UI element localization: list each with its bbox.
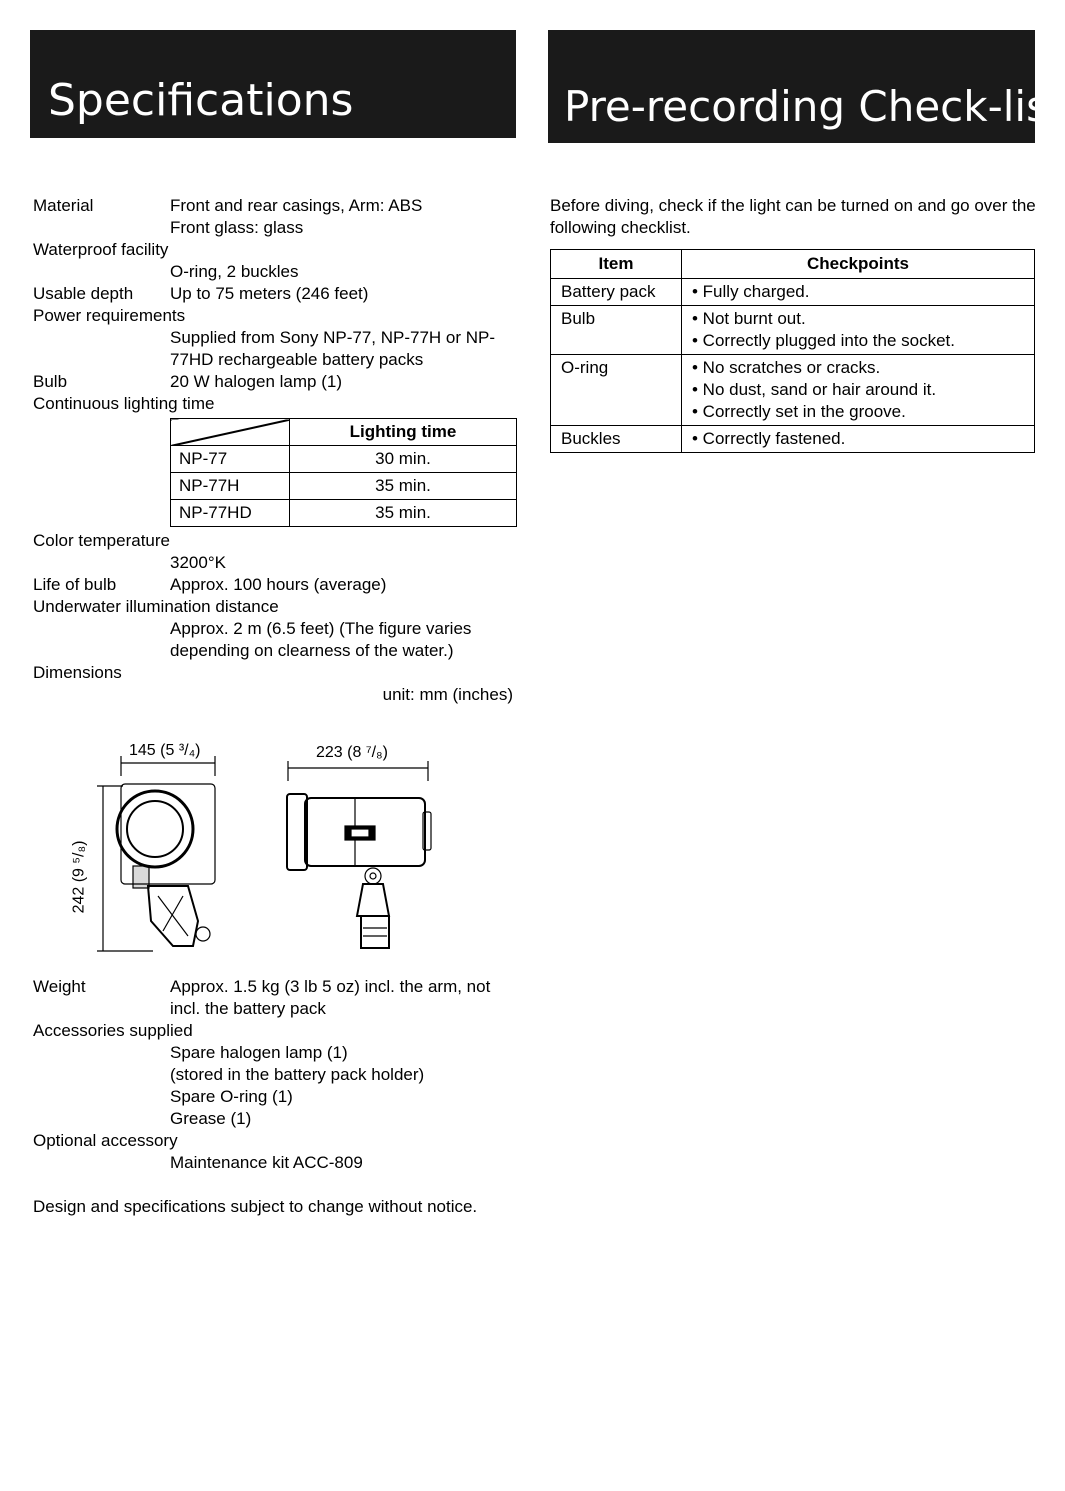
spec-material bbox=[33, 195, 523, 239]
specifications-banner bbox=[30, 30, 516, 138]
checkpoints-cell bbox=[682, 306, 1035, 355]
dimension-width-label: 145 (5 ³/₄) bbox=[129, 742, 201, 759]
spec-life bbox=[33, 574, 523, 596]
battery-model: NP-77H bbox=[171, 473, 290, 500]
checkpoints-cell bbox=[682, 279, 1035, 306]
check-item: Battery pack bbox=[551, 279, 682, 306]
lighting-time-header: Lighting time bbox=[290, 419, 517, 446]
spec-label: Life of bulb bbox=[33, 575, 117, 594]
dimension-height-label: 242 (9 ⁵/₈) bbox=[70, 840, 88, 914]
spec-label: Bulb bbox=[33, 372, 68, 391]
spec-value: O-ring, 2 buckles bbox=[170, 262, 299, 281]
check-item: O-ring bbox=[551, 355, 682, 426]
checkpoint: • Fully charged. bbox=[692, 282, 810, 301]
checkpoint: • No dust, sand or hair around it. bbox=[692, 380, 937, 399]
accessory-item: Spare O-ring (1) bbox=[170, 1087, 293, 1106]
table-row bbox=[551, 426, 1035, 453]
spec-value: Approx. 1.5 kg (3 lb 5 oz) incl. the arm, not incl. the battery pack bbox=[170, 977, 491, 1018]
checklist-intro: Before diving, check if the light can be turned on and go over the following checklist. bbox=[550, 196, 1036, 237]
spec-label: Weight bbox=[33, 977, 86, 996]
check-item: Buckles bbox=[551, 426, 682, 453]
dimensions-drawing bbox=[33, 706, 523, 976]
battery-model: NP-77HD bbox=[171, 500, 290, 527]
spec-value: Maintenance kit ACC-809 bbox=[170, 1153, 363, 1172]
lighting-time-table bbox=[170, 418, 517, 527]
spec-value: Up to 75 meters (246 feet) bbox=[170, 284, 369, 303]
dimension-depth-label: 223 (8 ⁷/₈) bbox=[316, 744, 389, 761]
table-header-row bbox=[551, 250, 1035, 279]
checkpoint: • Correctly set in the groove. bbox=[692, 402, 906, 421]
checklist-section bbox=[550, 195, 1038, 453]
table-row bbox=[551, 355, 1035, 426]
dimensions-unit: unit: mm (inches) bbox=[382, 685, 513, 704]
table-row bbox=[551, 306, 1035, 355]
spec-label: Accessories supplied bbox=[33, 1021, 193, 1040]
accessory-item: (stored in the battery pack holder) bbox=[170, 1065, 425, 1084]
lighting-time: 35 min. bbox=[290, 473, 517, 500]
spec-label: Material bbox=[33, 196, 94, 215]
spec-label: Dimensions bbox=[33, 663, 122, 682]
checkpoint: • Correctly plugged into the socket. bbox=[692, 331, 955, 350]
spec-bulb bbox=[33, 371, 523, 393]
accessory-item: Spare halogen lamp (1) bbox=[170, 1043, 348, 1062]
checkpoints-header: Checkpoints bbox=[682, 250, 1035, 279]
spec-weight bbox=[33, 976, 523, 1020]
checkpoint: • Not burnt out. bbox=[692, 309, 806, 328]
spec-value: Supplied from Sony NP-77, NP-77H or NP-77HD rechargeable battery packs bbox=[170, 328, 496, 369]
specifications-title: Specifications bbox=[48, 75, 354, 126]
specifications-list bbox=[33, 195, 523, 1218]
battery-model: NP-77 bbox=[171, 446, 290, 473]
spec-value: Approx. 2 m (6.5 feet) (The figure varies depending on clearness of the water.) bbox=[170, 619, 472, 660]
accessory-item: Grease (1) bbox=[170, 1109, 252, 1128]
checklist-banner bbox=[548, 30, 1065, 143]
spec-label: Optional accessory bbox=[33, 1131, 178, 1150]
light-dimension-diagram bbox=[33, 706, 523, 976]
checkpoints-cell bbox=[682, 426, 1035, 453]
table-header-row bbox=[171, 419, 517, 446]
lighting-time: 30 min. bbox=[290, 446, 517, 473]
spec-label: Waterproof facility bbox=[33, 240, 169, 259]
check-item: Bulb bbox=[551, 306, 682, 355]
table-row bbox=[171, 446, 517, 473]
item-header: Item bbox=[551, 250, 682, 279]
checkpoint: • Correctly fastened. bbox=[692, 429, 846, 448]
spec-depth bbox=[33, 283, 523, 305]
lighting-time: 35 min. bbox=[290, 500, 517, 527]
table-row bbox=[171, 500, 517, 527]
spec-value: 20 W halogen lamp (1) bbox=[170, 372, 342, 391]
spec-label: Usable depth bbox=[33, 284, 134, 303]
table-row bbox=[551, 279, 1035, 306]
spec-value: 3200°K bbox=[170, 553, 226, 572]
checklist-title: Pre-recording Check-list bbox=[564, 82, 1065, 131]
spec-label: Underwater illumination distance bbox=[33, 597, 279, 616]
spec-label: Power requirements bbox=[33, 306, 186, 325]
spec-value: Front and rear casings, Arm: ABS bbox=[170, 196, 423, 215]
spec-value: Front glass: glass bbox=[170, 218, 304, 237]
checkpoint: • No scratches or cracks. bbox=[692, 358, 881, 377]
diagonal-corner-cell bbox=[171, 419, 290, 446]
change-notice: Design and specifications subject to change without notice. bbox=[33, 1197, 478, 1216]
spec-label: Color temperature bbox=[33, 531, 171, 550]
spec-label: Continuous lighting time bbox=[33, 394, 215, 413]
checklist-table bbox=[550, 249, 1035, 453]
spec-value: Approx. 100 hours (average) bbox=[170, 575, 387, 594]
checkpoints-cell bbox=[682, 355, 1035, 426]
table-row bbox=[171, 473, 517, 500]
